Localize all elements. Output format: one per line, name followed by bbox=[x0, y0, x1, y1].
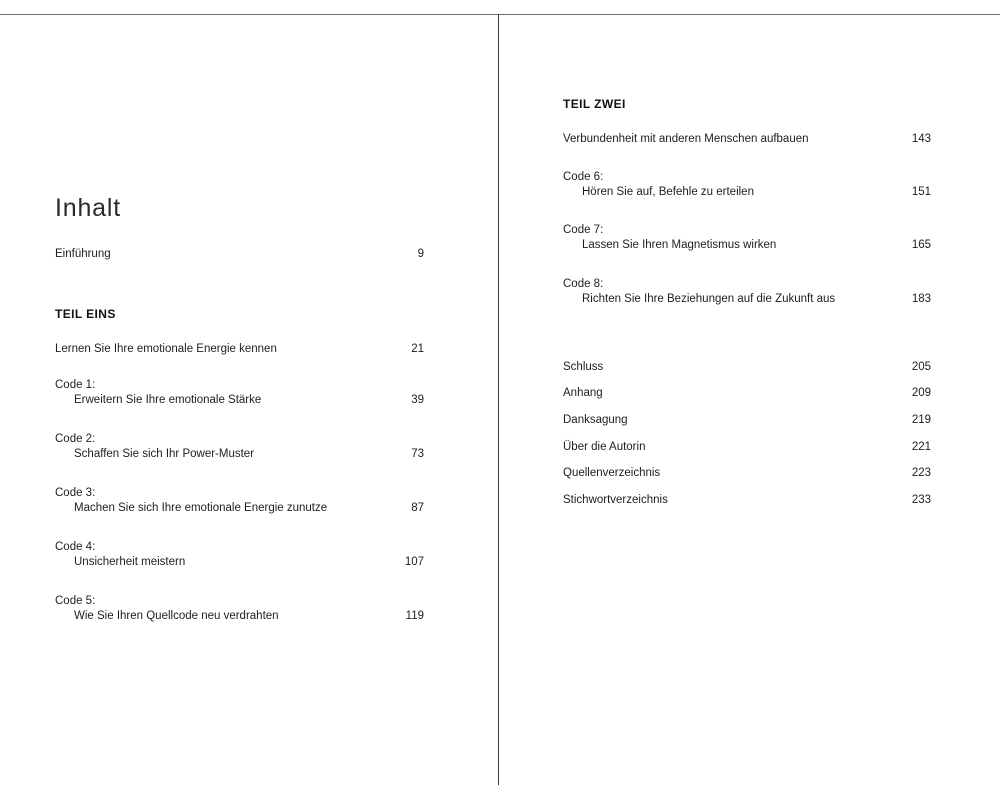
toc-chapter-title: Richten Sie Ihre Beziehungen auf die Zukunft aus bbox=[582, 293, 836, 305]
toc-chapter-title: Wie Sie Ihren Quellcode neu verdrahten bbox=[74, 610, 279, 622]
toc-page-number: 221 bbox=[911, 441, 931, 453]
toc-code-label: Code 7: bbox=[563, 224, 604, 236]
toc-page-number: 165 bbox=[911, 239, 931, 251]
toc-entry-label: Verbundenheit mit anderen Menschen aufbauen bbox=[563, 133, 809, 145]
toc-page-number: 21 bbox=[411, 343, 424, 355]
toc-page-number: 87 bbox=[411, 502, 424, 514]
toc-entry-ueber-die-autorin[interactable] bbox=[563, 440, 931, 455]
toc-entry-part-one-opening[interactable] bbox=[55, 342, 424, 357]
toc-entry-code-6[interactable] bbox=[563, 170, 931, 200]
toc-chapter-title: Hören Sie auf, Befehle zu erteilen bbox=[582, 186, 754, 198]
toc-page-number: 9 bbox=[417, 248, 424, 260]
toc-entry-code-2[interactable] bbox=[55, 432, 424, 462]
toc-page-number: 223 bbox=[911, 467, 931, 479]
toc-entry-einfuehrung[interactable] bbox=[55, 247, 424, 262]
toc-page-number: 143 bbox=[911, 133, 931, 145]
toc-page-number: 151 bbox=[911, 186, 931, 198]
toc-entry-label: Einführung bbox=[55, 248, 111, 260]
toc-chapter-title: Machen Sie sich Ihre emotionale Energie zunutze bbox=[74, 502, 328, 514]
left-page bbox=[0, 0, 498, 800]
toc-entry-code-3[interactable] bbox=[55, 486, 424, 516]
toc-chapter-title: Erweitern Sie Ihre emotionale Stärke bbox=[74, 394, 262, 406]
toc-page-number: 205 bbox=[911, 361, 931, 373]
toc-entry-label: Schluss bbox=[563, 361, 604, 373]
toc-entry-label: Quellenverzeichnis bbox=[563, 467, 661, 479]
toc-entry-code-4[interactable] bbox=[55, 540, 424, 570]
toc-entry-stichwortverzeichnis[interactable] bbox=[563, 493, 931, 508]
toc-code-label: Code 4: bbox=[55, 541, 96, 553]
toc-page-number: 209 bbox=[911, 387, 931, 399]
toc-chapter-title: Schaffen Sie sich Ihr Power-Muster bbox=[74, 448, 255, 460]
part-two-heading: TEIL ZWEI bbox=[563, 97, 626, 111]
toc-code-label: Code 5: bbox=[55, 595, 96, 607]
toc-title: Inhalt bbox=[55, 194, 121, 222]
toc-entry-label: Über die Autorin bbox=[563, 441, 646, 453]
part-one-heading: TEIL EINS bbox=[55, 307, 116, 321]
toc-entry-part-two-opening[interactable] bbox=[563, 132, 931, 147]
toc-entry-anhang[interactable] bbox=[563, 386, 931, 401]
right-page bbox=[499, 0, 1000, 800]
toc-entry-code-7[interactable] bbox=[563, 223, 931, 253]
toc-page-number: 73 bbox=[411, 448, 424, 460]
toc-entry-label: Lernen Sie Ihre emotionale Energie kennen bbox=[55, 343, 277, 355]
toc-entry-label: Danksagung bbox=[563, 414, 628, 426]
toc-entry-danksagung[interactable] bbox=[563, 413, 931, 428]
toc-entry-schluss[interactable] bbox=[563, 360, 931, 375]
toc-page-number: 233 bbox=[911, 494, 931, 506]
toc-entry-code-8[interactable] bbox=[563, 277, 931, 307]
toc-code-label: Code 6: bbox=[563, 171, 604, 183]
toc-page-number: 219 bbox=[911, 414, 931, 426]
toc-code-label: Code 8: bbox=[563, 278, 604, 290]
toc-page-number: 39 bbox=[411, 394, 424, 406]
toc-entry-code-1[interactable] bbox=[55, 378, 424, 408]
toc-entry-quellenverzeichnis[interactable] bbox=[563, 466, 931, 481]
toc-code-label: Code 1: bbox=[55, 379, 96, 391]
toc-entry-code-5[interactable] bbox=[55, 594, 424, 624]
toc-page-number: 183 bbox=[911, 293, 931, 305]
toc-page-number: 119 bbox=[405, 610, 424, 622]
toc-code-label: Code 2: bbox=[55, 433, 96, 445]
toc-chapter-title: Lassen Sie Ihren Magnetismus wirken bbox=[582, 239, 777, 251]
toc-entry-label: Stichwortverzeichnis bbox=[563, 494, 668, 506]
toc-page-number: 107 bbox=[404, 556, 424, 568]
toc-entry-label: Anhang bbox=[563, 387, 603, 399]
toc-chapter-title: Unsicherheit meistern bbox=[74, 556, 186, 568]
toc-code-label: Code 3: bbox=[55, 487, 96, 499]
